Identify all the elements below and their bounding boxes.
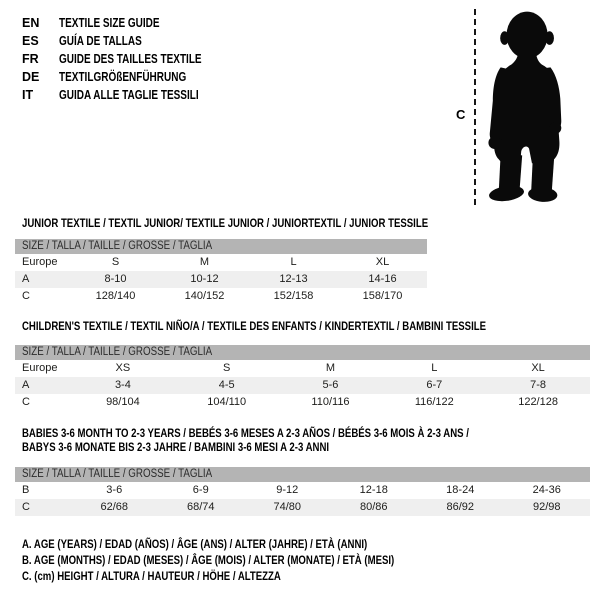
table-cell: 116/122 <box>414 396 454 408</box>
size-header-bar <box>15 467 590 482</box>
table-cell: 14-16 <box>368 273 397 285</box>
table-cell: 12-13 <box>279 273 308 285</box>
size-header-text: SIZE / TALLA / TAILLE / GRÖSSE / TAGLIA <box>22 346 213 358</box>
table-row <box>15 499 590 516</box>
table-row <box>15 360 590 377</box>
table-cell: 4-5 <box>218 379 235 391</box>
language-code: ES <box>22 34 39 48</box>
childrens-table-title <box>22 319 600 333</box>
size-header-text: SIZE / TALLA / TAILLE / GRÖSSE / TAGLIA <box>22 240 213 252</box>
table-cell: 98/104 <box>106 396 140 408</box>
language-code: FR <box>22 52 39 66</box>
row-label: A <box>22 273 30 285</box>
language-row <box>22 32 237 50</box>
table-cell: 5-6 <box>322 379 339 391</box>
table-cell: 7-8 <box>530 379 547 391</box>
table-row <box>15 482 590 499</box>
language-code: EN <box>22 16 40 30</box>
table-cell: 6-9 <box>192 484 209 496</box>
table-cell: 10-12 <box>190 273 219 285</box>
babies-table-title <box>22 426 581 454</box>
junior-table-title <box>22 216 530 230</box>
language-code: DE <box>22 70 40 84</box>
row-label: C <box>22 501 30 513</box>
table-cell: 24-36 <box>532 484 561 496</box>
table-cell: XL <box>531 362 545 374</box>
language-row <box>22 86 237 104</box>
footnote-b-text: B. AGE (MONTHS) / EDAD (MESES) / ÂGE (MOIS) / ALTER (MONATE) / ETÀ (MESI) <box>22 553 395 567</box>
table-row <box>15 254 427 271</box>
size-header-bar <box>15 239 427 254</box>
language-title: GUIDE DES TAILLES TEXTILE <box>59 52 202 66</box>
table-cell: XS <box>115 362 131 374</box>
childrens-table-title-text: CHILDREN'S TEXTILE / TEXTIL NIÑO/A / TEXTILE DES ENFANTS / KINDERTEXTIL / BAMBINI TESSILE <box>22 319 487 333</box>
table-cell: 92/98 <box>532 501 561 513</box>
table-cell: 9-12 <box>276 484 299 496</box>
table-cell: 62/68 <box>100 501 129 513</box>
language-title: GUÍA DE TALLAS <box>59 34 142 48</box>
table-cell: 68/74 <box>186 501 215 513</box>
row-label: C <box>22 290 30 302</box>
footnote-c-text: C. (cm) HEIGHT / ALTURA / HAUTEUR / HÖHE / ALTEZZA <box>22 569 281 583</box>
footnotes-block <box>22 536 487 584</box>
table-cell: 128/140 <box>95 290 136 302</box>
babies-size-table <box>15 467 590 516</box>
table-cell: M <box>199 256 210 268</box>
table-row <box>15 394 590 411</box>
babies-table-title-line1: BABIES 3-6 MONTH TO 2-3 YEARS / BEBÉS 3-6 MESES A 2-3 AÑOS / BÉBÉS 3-6 MOIS À 2-3 ANS / <box>22 426 469 440</box>
table-cell: S <box>223 362 231 374</box>
table-cell: 18-24 <box>446 484 475 496</box>
junior-table-title-text: JUNIOR TEXTILE / TEXTIL JUNIOR/ TEXTILE JUNIOR / JUNIORTEXTIL / JUNIOR TESSILE <box>22 216 429 230</box>
table-cell: 152/158 <box>273 290 314 302</box>
table-cell: 140/152 <box>184 290 225 302</box>
table-cell: 12-18 <box>359 484 388 496</box>
table-cell: 158/170 <box>362 290 403 302</box>
table-row <box>15 288 427 305</box>
childrens-size-table <box>15 345 590 411</box>
table-cell: 6-7 <box>426 379 443 391</box>
table-cell: 3-6 <box>106 484 123 496</box>
language-row <box>22 68 237 86</box>
table-cell: 122/128 <box>518 396 558 408</box>
table-row <box>15 271 427 288</box>
size-header-text: SIZE / TALLA / TAILLE / GRÖSSE / TAGLIA <box>22 468 213 480</box>
row-label: Europe <box>22 362 58 374</box>
footnote-b <box>22 552 487 568</box>
row-label: A <box>22 379 30 391</box>
row-label: Europe <box>22 256 58 268</box>
footnote-a <box>22 536 487 552</box>
language-row <box>22 50 237 68</box>
language-row <box>22 14 237 32</box>
size-header-bar <box>15 345 590 360</box>
language-title: TEXTILGRÖßENFÜHRUNG <box>59 70 187 84</box>
table-cell: S <box>111 256 120 268</box>
language-title: TEXTILE SIZE GUIDE <box>59 16 160 30</box>
table-cell: M <box>325 362 336 374</box>
table-cell: 104/110 <box>207 396 247 408</box>
table-cell: L <box>431 362 438 374</box>
table-row <box>15 377 590 394</box>
table-cell: 110/116 <box>311 396 350 408</box>
table-cell: 86/92 <box>446 501 475 513</box>
footnote-c <box>22 568 487 584</box>
row-label: C <box>22 396 30 408</box>
babies-table-title-line2: BABYS 3-6 MONATE BIS 2-3 JAHRE / BAMBINI 3-6 MESI A 2-3 ANNI <box>22 440 330 454</box>
height-measure-label: C <box>456 107 466 122</box>
language-code: IT <box>22 88 34 102</box>
table-cell: L <box>290 256 297 268</box>
language-title-block <box>22 14 237 104</box>
table-cell: 3-4 <box>114 379 131 391</box>
baby-silhouette-icon <box>486 6 574 208</box>
table-cell: 8-10 <box>104 273 127 285</box>
footnote-a-text: A. AGE (YEARS) / EDAD (AÑOS) / ÂGE (ANS) / ALTER (JAHRE) / ETÀ (ANNI) <box>22 537 368 551</box>
height-measure-dashed-line <box>474 9 476 205</box>
table-cell: 80/86 <box>359 501 388 513</box>
table-cell: 74/80 <box>273 501 302 513</box>
junior-size-table <box>15 239 427 305</box>
language-title: GUIDA ALLE TAGLIE TESSILI <box>59 88 199 102</box>
row-label: B <box>22 484 30 496</box>
table-cell: XL <box>375 256 390 268</box>
